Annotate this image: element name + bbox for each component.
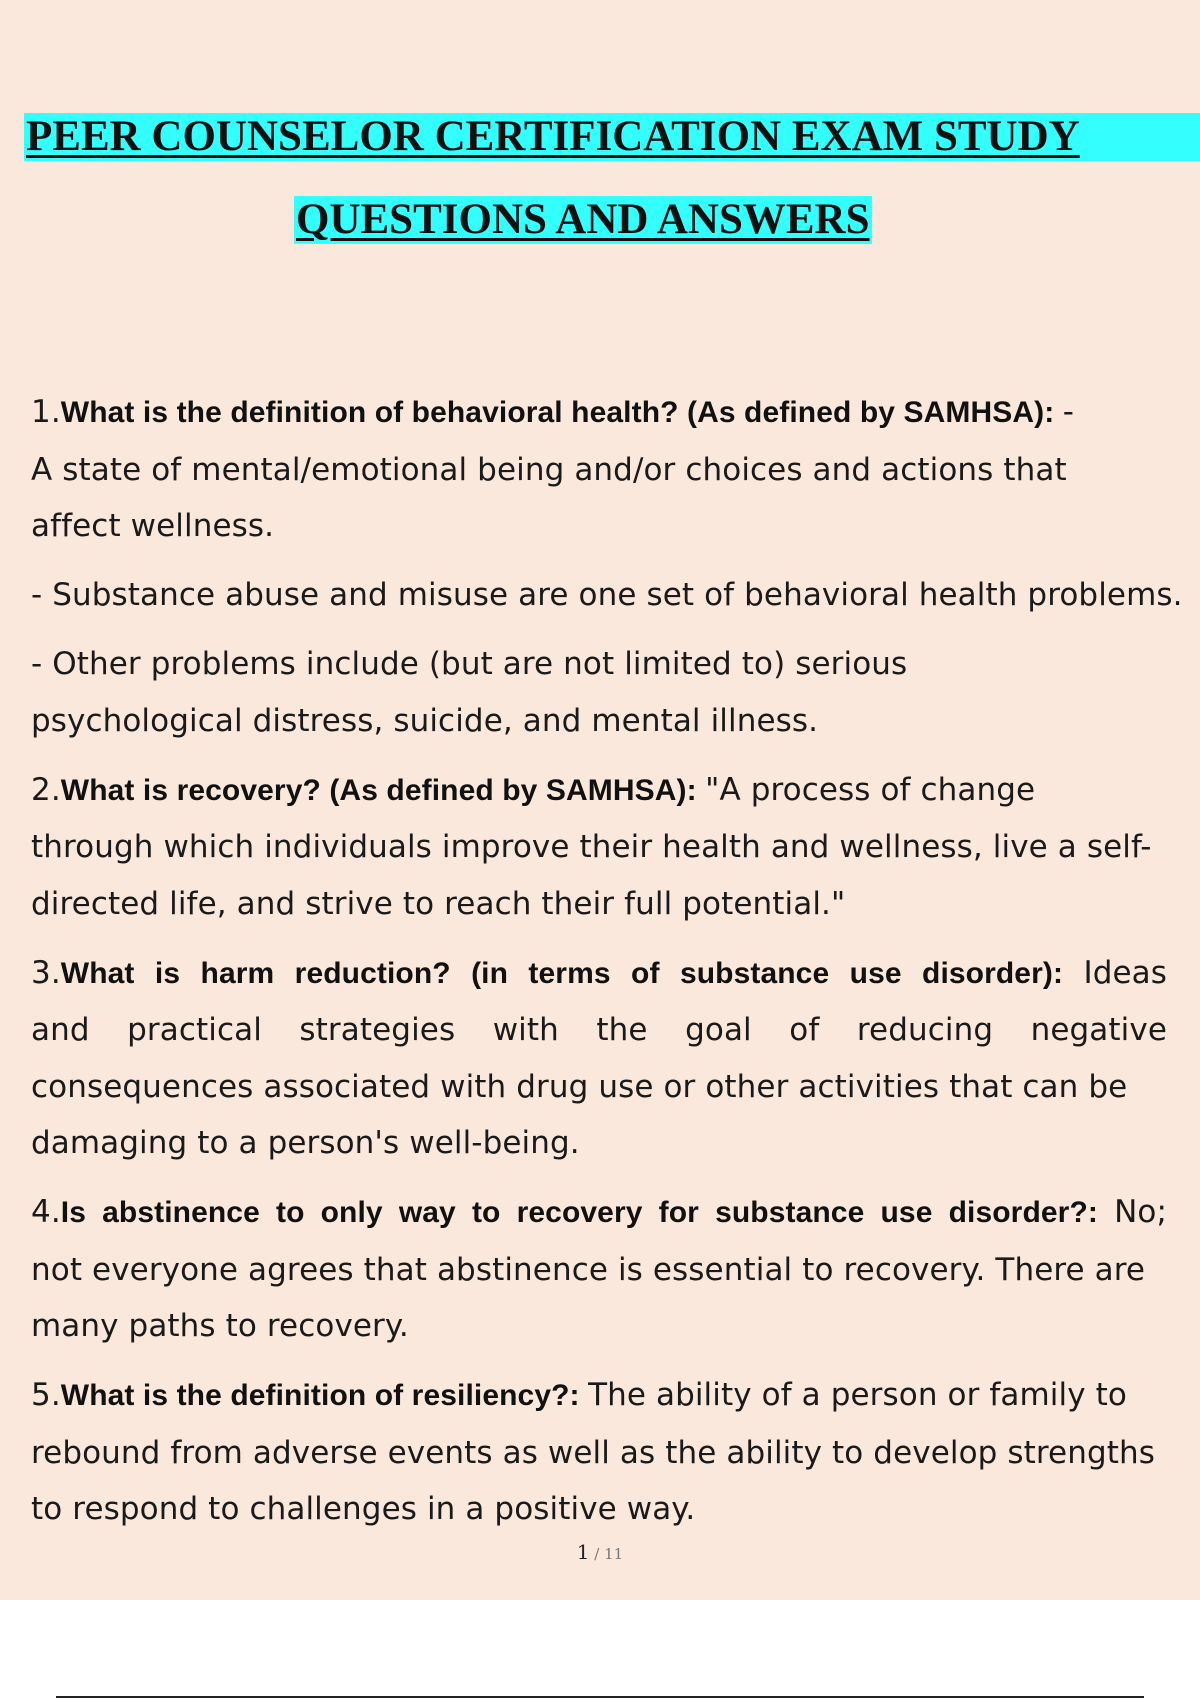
answer-line: many paths to recovery.: [31, 1308, 409, 1344]
qa-list: [31, 384, 1191, 1550]
qa-line: [31, 762, 1191, 820]
answer-line: - Substance abuse and misuse are one set of behavioral health problems.: [31, 577, 1183, 613]
answer-text: "A process of change: [705, 771, 1036, 808]
answer-line: consequences associated with drug use or other activities that can be: [31, 1068, 1128, 1105]
answer-line: to respond to challenges in a positive way.: [31, 1491, 696, 1527]
answer-line: through which individuals improve their health and wellness, live a self-: [31, 829, 1152, 865]
answer-line: psychological distress, suicide, and mental illness.: [31, 702, 819, 739]
qa-line: [31, 1184, 1167, 1242]
answer-line: not everyone agrees that abstinence is essential to recovery. There are: [31, 1251, 1146, 1288]
qa-item-1: [31, 384, 1191, 555]
document-title-line-1: PEER COUNSELOR CERTIFICATION EXAM STUDY: [24, 113, 1200, 161]
page-number: [0, 1540, 1200, 1564]
page-number-current: 1: [576, 1540, 590, 1564]
document-title-line-2: QUESTIONS AND ANSWERS: [296, 196, 870, 243]
page-number-separator: /: [589, 1545, 605, 1563]
question-text: What is the definition of behavioral health? (As defined by SAMHSA):: [60, 396, 1063, 429]
answer-line: directed life, and strive to reach their full potential.": [31, 885, 846, 922]
answer-text: -: [1062, 394, 1075, 430]
qa-item-2: [31, 762, 1191, 933]
answer-text: No;: [1114, 1194, 1167, 1230]
page-divider: [56, 1696, 1144, 1698]
question-text: What is the definition of resiliency?:: [60, 1379, 589, 1412]
qa-line: [31, 384, 1191, 442]
qa-line: [31, 1367, 1191, 1425]
answer-line: - Other problems include (but are not limited to) serious: [31, 646, 908, 682]
answer-text: The ability of a person or family to: [588, 1377, 1127, 1413]
question-text: What is harm reduction? (in terms of substance use disorder):: [60, 956, 1084, 990]
qa-item-4: [31, 1184, 1191, 1355]
item-number: 5.: [31, 1377, 61, 1413]
qa-line: [31, 945, 1167, 1003]
answer-line: affect wellness.: [31, 508, 275, 544]
qa-item-3: [31, 945, 1191, 1172]
answer-line: damaging to a person's well-being.: [31, 1125, 580, 1161]
question-text: What is recovery? (As defined by SAMHSA):: [60, 773, 706, 807]
answer-line: rebound from adverse events as well as the ability to develop strengths: [31, 1434, 1155, 1471]
question-text: Is abstinence to only way to recovery for substance use disorder?:: [60, 1196, 1115, 1229]
item-number: 3.: [31, 954, 61, 991]
qa-item-5: [31, 1367, 1191, 1538]
item-number: 1.: [31, 394, 61, 430]
answer-line: and practical strategies with the goal of reducing negative: [31, 1012, 1167, 1048]
item-number: 2.: [31, 771, 61, 808]
qa-item-1-note-2: [31, 636, 1191, 749]
item-number: 4.: [31, 1194, 61, 1230]
answer-line: A state of mental/emotional being and/or choices and actions that: [31, 451, 1067, 488]
qa-item-1-note-1: [31, 567, 1191, 624]
answer-text: Ideas: [1083, 954, 1167, 991]
page-number-total: 11: [604, 1545, 624, 1563]
